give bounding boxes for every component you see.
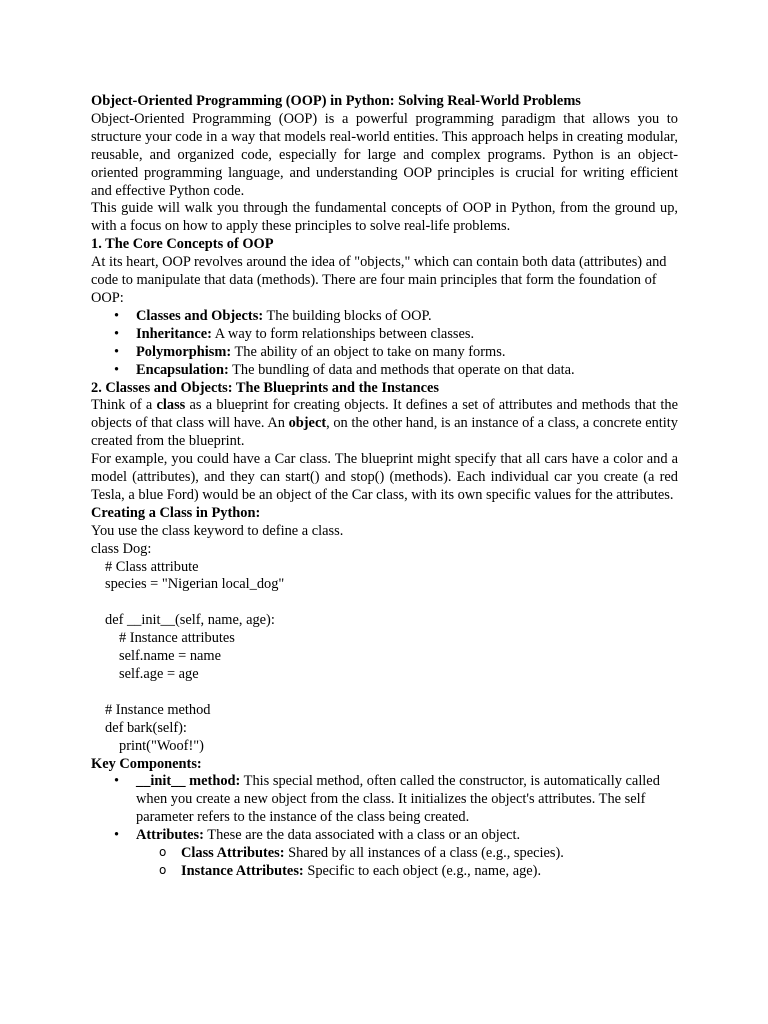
list-item-term: Polymorphism: bbox=[136, 343, 232, 360]
section-2-paragraph-2: For example, you could have a Car class. The blueprint might specify that all cars have a color and a model (attributes), and they can start() and stop() (methods). Each individual car you create (a red Tesla, a blue Ford) would be an object of the Car class, with its own specific values for the attributes. bbox=[91, 451, 678, 503]
list-item-text: Specific to each object (e.g., name, age). bbox=[303, 862, 542, 879]
code-line: print("Woof!") bbox=[119, 737, 204, 754]
code-line: # Class attribute bbox=[105, 558, 199, 575]
list-item-term: Class Attributes: bbox=[181, 845, 285, 862]
intro-paragraph-1: Object-Oriented Programming (OOP) is a powerful programming paradigm that allows you to structure your code in a way that models real-world entities. This approach helps in creating modular, reusable, and organized code, especially for large and complex programs. Python is an object-oriented programming language, and understanding OOP principles is crucial for writing efficient and effective Python code. bbox=[91, 110, 678, 199]
list-item-term: Classes and Objects: bbox=[136, 307, 264, 324]
oop-principles-list bbox=[91, 308, 678, 380]
text-run: as a blueprint for creating objects. It defines a set of attributes and methods that the objects of that class will have. An bbox=[91, 397, 678, 432]
key-components-list bbox=[91, 773, 678, 880]
code-blank-line bbox=[91, 684, 678, 702]
list-item-text: Shared by all instances of a class (e.g., species). bbox=[284, 845, 564, 862]
code-line: def bark(self): bbox=[105, 719, 187, 736]
code-line: # Instance attributes bbox=[119, 630, 235, 647]
list-item-text: A way to form relationships between classes. bbox=[211, 325, 475, 342]
list-item bbox=[91, 827, 678, 881]
list-item-text: This special method, often called the constructor, is automatically called when you create a new object from the class. It initializes the object's attributes. The self parameter refers to the instance of the class being created. bbox=[136, 773, 660, 826]
list-item-term: Encapsulation: bbox=[136, 361, 229, 378]
list-item-text: The building blocks of OOP. bbox=[263, 307, 432, 324]
list-item bbox=[91, 362, 678, 380]
term-object: object bbox=[288, 415, 327, 432]
attributes-sublist bbox=[136, 845, 678, 881]
list-item-term: Inheritance: bbox=[136, 325, 212, 342]
list-item bbox=[91, 308, 678, 326]
section-1-body: At its heart, OOP revolves around the idea of "objects," which can contain both data (attributes) and code to manipulate that data (methods). There are four main principles that form the foundation of OOP: bbox=[91, 254, 667, 306]
text-run: , on the other hand, is an instance of a class, a concrete entity created from the blueprint. bbox=[91, 415, 678, 450]
intro-paragraph-2: This guide will walk you through the fundamental concepts of OOP in Python, from the ground up, with a focus on how to apply these principles to solve real-life problems. bbox=[91, 200, 678, 235]
list-item-term: Attributes: bbox=[136, 827, 204, 844]
list-item-text: The ability of an object to take on many forms. bbox=[231, 343, 506, 360]
code-line: species = "Nigerian local_dog" bbox=[105, 576, 285, 593]
code-line: self.age = age bbox=[119, 665, 199, 682]
list-item-text: These are the data associated with a class or an object. bbox=[203, 827, 521, 844]
code-block bbox=[91, 541, 678, 756]
code-line: # Instance method bbox=[105, 701, 211, 718]
creating-class-intro: You use the class keyword to define a class. bbox=[91, 522, 344, 539]
list-item-term: __init__ method: bbox=[136, 773, 241, 790]
document-title: Object-Oriented Programming (OOP) in Python: Solving Real-World Problems bbox=[91, 93, 581, 109]
code-blank-line bbox=[91, 594, 678, 612]
section-2-heading: 2. Classes and Objects: The Blueprints and the Instances bbox=[91, 379, 439, 396]
document-page bbox=[91, 93, 678, 881]
list-item-term: Instance Attributes: bbox=[181, 862, 304, 879]
list-item bbox=[91, 344, 678, 362]
list-item-text: The bundling of data and methods that operate on that data. bbox=[228, 361, 575, 378]
key-components-heading: Key Components: bbox=[91, 755, 202, 772]
code-line: class Dog: bbox=[91, 540, 152, 557]
term-class: class bbox=[156, 397, 186, 414]
code-line: self.name = name bbox=[119, 648, 222, 665]
section-1-heading: 1. The Core Concepts of OOP bbox=[91, 236, 274, 253]
sublist-item bbox=[136, 845, 678, 863]
section-2-paragraph-1 bbox=[91, 397, 678, 451]
code-line: def __init__(self, name, age): bbox=[105, 612, 275, 629]
sublist-item bbox=[136, 863, 678, 881]
list-item bbox=[91, 773, 678, 827]
text-run: Think of a bbox=[91, 397, 157, 414]
creating-class-heading: Creating a Class in Python: bbox=[91, 504, 261, 521]
list-item bbox=[91, 326, 678, 344]
